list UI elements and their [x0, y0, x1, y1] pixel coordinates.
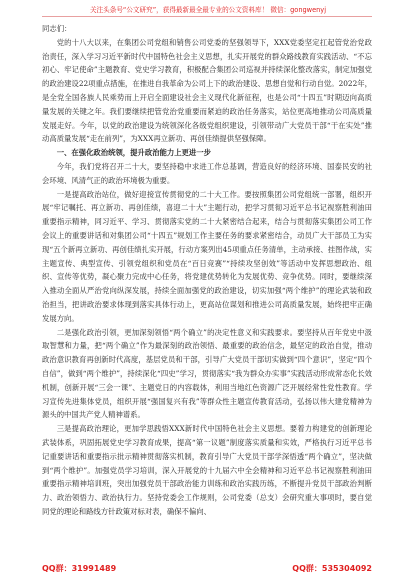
footer-qq-group-2: QQ群：535304092: [292, 563, 372, 573]
footer-qq-group: QQ群：31991489: [42, 563, 117, 573]
header-divider: [42, 16, 372, 17]
paragraph-2: 今年，我们党将召开二十大，要坚持稳中求进工作总基调，营造良好的经济环境、国泰民安的社会环境、风清气正的政治环境极为重要。: [42, 161, 372, 185]
paragraph-3: 一是提高政治站位，做好迎接宣传贯彻党的二十大工作。要按照集团公司党组统一部署，组织开展“牢记嘱托、再立新功、再创佳绩，喜迎二十大”主题行动，把学习贯彻习近平总书记视察胜利油田重要指示精神，同习近平、学习、贯彻落实党的二十大紧密结合起来，结合与贯彻落实集团公司工作会议上的重要讲话和对集团公司“十四五”规划工作主要任务的要求紧密结合，动员广大干部员工为实现“五个新再立新功、再创佳绩扎实开展，行动方案列出45项重点任务清单，主动承接、挂图作战，实主题宣传、典型宣传、引领党组织和党员在“百日竞赛”“持续攻坚创效”等活动中发挥思想政治、组织、宣传等优势，凝心聚力完成中心任务，将党建优势转化为发展优势、竞争优势。同时，要继续深入推动全面从严治党向纵深发展，持续全面加强党的政治建设，切实加强“两个维护”的理论武装和政治担当，把讲政治要求体现到落实具体行动上，更高站位谋划和推进公司高质量发展，始终把牢正确发展方向。: [42, 189, 372, 323]
section-heading-1: 一、在强化政治统领，提升政治能力上更进一步: [56, 148, 211, 158]
document-body: [42, 22, 372, 519]
footer: [42, 560, 372, 576]
header-banner: 关注头条号“公文研究”，获得最新最全最专业的公文资料库！ 微信：gongwenyj: [89, 6, 327, 14]
paragraph-4: 二是强化政治引领，更加深刻领悟“两个确立”的决定性意义和实践要求。要坚持从百年党史中汲取智慧和力量，把“两个确立”作为最深刻的政治领悟、最重要的政治信念，最坚定的政治自觉，推动政治意识教育再创新时代高度，基层党员和干部，引导广大党员干部切实做到“四个意识”，坚定“四个自信”，做到“两个维护”，持续深化“四史”学习，贯彻落实“我为群众办实事”实践活动形成常态化长效机制，创新开展“三会一课”、主题党日的内容载体，利用当地红色资源广泛开展经常性党性教育。学习宣传先进集体党员，组织开展“强国复兴有我”等群众性主题宣传教育活动，弘扬以伟大建党精神为源头的中国共产党人精神谱系。: [42, 327, 372, 420]
paragraph-1: 党的十八大以来，在集团公司党组和销售公司党委的坚强领导下，XXX党委坚定扛起管党治党政治责任，深入学习习近平新时代中国特色社会主义思想，扎实开展党的群众路线教育实践活动、“不忘初心、牢记使命”主题教育、党史学习教育，积极配合集团公司巡视并持续深化整改落实，制定加强党的政治建设22项重点措施，在推进自我革命为公司上下的政治建设、思想自觉和行动自觉。2022年，是全党全国各族人民乘势而上开启全面建设社会主义现代化新征程，也是公司“十四五”时期迈向高质量发展的关键之年。我们要继续把管党治党重要而紧迫的政治任务落实，站位更高地推动公司高质量发展走好。今年，以党的政治建设为统领深化各级党组织建设，引领带动广大党员干部“干在实处”推动高质量发展“走在前列”，为XXX再立新功、再创佳绩提供坚强保障。: [42, 37, 372, 144]
paragraph-5: 三是提高政治理论，更加学思践悟XXX新时代中国特色社会主义思想。要着力构建党的创新理论武装体系，巩固拓展党史学习教育成果，提高“第一议题”制度落实质量和实效，严格执行习近平总书记重要讲话和重要指示批示精神贯彻落实机制，教育引导广大党员干部学深悟透“两个确立”，坚决做到“两个维护”。加强党员学习培训，深入开展党的十九届六中全会精神和习近平总书记视察胜利油田重要指示精神培训班，突出加强党员干部政治能力训练和政治实践历练，不断提升党员干部政治判断力、政治领悟力、政治执行力。坚持党委会工作规则，公司党委（总支）会研究重大事项时，要自觉同党的理论和路线方针政策对标对表，确保不偏向、: [42, 424, 372, 516]
salutation: 同志们：: [42, 24, 72, 33]
